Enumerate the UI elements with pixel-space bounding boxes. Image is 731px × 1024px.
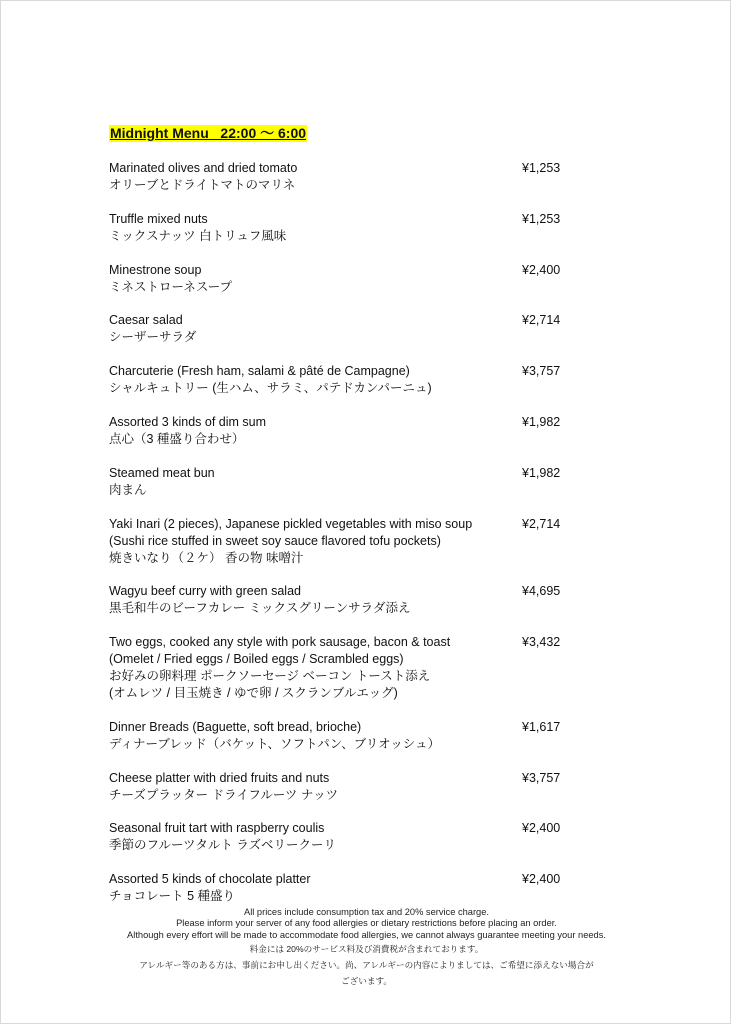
menu-title: Midnight Menu 22:00 〜 6:00	[110, 125, 307, 141]
menu-item-name: Dinner Breads (Baguette, soft bread, brioche)	[109, 719, 362, 734]
menu-item-description	[109, 465, 589, 499]
menu-item-price: ¥3,757	[522, 364, 561, 379]
menu-item-price: ¥1,617	[522, 719, 561, 734]
footer-note-en: Please inform your server of any food allergies or dietary restrictions before placing an order.	[176, 918, 557, 929]
menu-list	[109, 160, 589, 922]
menu-item-price: ¥1,253	[522, 211, 561, 226]
menu-item-name: Wagyu beef curry with green salad	[109, 584, 301, 599]
menu-item-price: ¥3,757	[522, 770, 561, 785]
menu-item-subline: (Sushi rice stuffed in sweet soy sauce flavored tofu pockets)	[109, 533, 441, 548]
menu-item-price: ¥1,982	[522, 415, 561, 430]
footer-notes	[1, 907, 731, 989]
menu-item	[109, 820, 589, 854]
menu-item-name: Steamed meat bun	[109, 465, 215, 480]
menu-item-name: Seasonal fruit tart with raspberry coulis	[109, 821, 325, 836]
footer-note-jp: アレルギー等のある方は、事前にお申し出ください。尚、アレルギーの内容によりましては、ご希望に添えない場合が	[139, 959, 594, 970]
menu-item-description	[109, 262, 589, 296]
menu-item-subline: ミネストローネスープ	[109, 279, 233, 294]
menu-item	[109, 312, 589, 346]
menu-item	[109, 363, 589, 397]
menu-item-name: Yaki Inari (2 pieces), Japanese pickled vegetables with miso soup	[109, 516, 473, 531]
menu-item	[109, 465, 589, 499]
menu-item-subline: ミックスナッツ 白トリュフ風味	[109, 228, 287, 243]
footer-note-jp: ございます。	[341, 975, 392, 986]
menu-item-subline: 点心（3 種盛り合わせ）	[109, 431, 245, 446]
menu-item-subline: シーザーサラダ	[109, 330, 197, 345]
menu-item-subline: オリーブとドライトマトのマリネ	[109, 177, 296, 192]
menu-item-name: Two eggs, cooked any style with pork sausage, bacon & toast	[109, 635, 451, 650]
menu-item-subline: 季節のフルーツタルト ラズベリークーリ	[109, 838, 336, 853]
menu-item-description	[109, 583, 589, 617]
menu-item-subline: 黒毛和牛のビーフカレー ミックスグリーンサラダ添え	[109, 601, 411, 616]
menu-item-subline: (オムレツ / 目玉焼き / ゆで卵 / スクランブルエッグ)	[109, 685, 398, 700]
menu-item	[109, 770, 589, 804]
menu-item-description	[109, 719, 589, 753]
menu-item	[109, 211, 589, 245]
menu-item	[109, 516, 589, 567]
menu-item-subline: ディナーブレッド（バケット、ソフトパン、ブリオッシュ）	[109, 736, 441, 751]
menu-item-name: Caesar salad	[109, 313, 183, 328]
menu-item-name: Assorted 3 kinds of dim sum	[109, 415, 267, 430]
menu-item	[109, 160, 589, 194]
footer-note-en: All prices include consumption tax and 20% service charge.	[244, 907, 489, 917]
menu-item-price: ¥1,253	[522, 161, 561, 175]
menu-item-name: Marinated olives and dried tomato	[109, 161, 298, 175]
menu-item	[109, 871, 589, 905]
menu-item-price: ¥2,400	[522, 262, 561, 277]
menu-item-name: Truffle mixed nuts	[109, 211, 208, 226]
menu-item	[109, 634, 589, 702]
footer-note-jp: 料金には 20%のサービス料及び消費税が含まれております。	[249, 943, 484, 954]
menu-item	[109, 262, 589, 296]
menu-item-name: Charcuterie (Fresh ham, salami & pâté de Campagne)	[109, 364, 410, 379]
menu-item	[109, 414, 589, 448]
menu-item-price: ¥3,432	[522, 635, 561, 650]
menu-item-subline: 肉まん	[109, 482, 147, 497]
menu-item-subline: チョコレート 5 種盛り	[109, 889, 236, 904]
menu-item	[109, 583, 589, 617]
menu-item-name: Minestrone soup	[109, 262, 202, 277]
menu-item-description	[109, 160, 589, 194]
menu-item-description	[109, 516, 589, 567]
menu-item	[109, 719, 589, 753]
menu-item-description	[109, 363, 589, 397]
menu-item-description	[109, 820, 589, 854]
menu-item-description	[109, 770, 589, 804]
menu-item-description	[109, 414, 589, 448]
menu-item-name: Assorted 5 kinds of chocolate platter	[109, 872, 311, 887]
menu-item-price: ¥2,400	[522, 872, 561, 887]
menu-item-name: Cheese platter with dried fruits and nuts	[109, 770, 330, 785]
menu-item-subline: 焼きいなり（２ケ） 香の物 味噌汁	[109, 550, 304, 565]
menu-item-price: ¥2,714	[522, 516, 561, 531]
menu-item-subline: お好みの卵料理 ポークソーセージ ベーコン トースト添え	[109, 669, 431, 684]
menu-item-price: ¥4,695	[522, 584, 561, 599]
menu-item-subline: シャルキュトリー (生ハム、サラミ、パテドカンパーニュ)	[109, 381, 432, 396]
menu-item-subline: チーズプラッター ドライフルーツ ナッツ	[109, 787, 339, 802]
menu-item-subline: (Omelet / Fried eggs / Boiled eggs / Scrambled eggs)	[109, 652, 404, 667]
menu-item-description	[109, 634, 589, 702]
footer-note-en: Although every effort will be made to accommodate food allergies, we cannot always guarantee meeting your needs.	[127, 929, 606, 940]
menu-item-price: ¥2,400	[522, 821, 561, 836]
menu-item-description	[109, 312, 589, 346]
menu-item-price: ¥1,982	[522, 465, 561, 480]
menu-item-price: ¥2,714	[522, 313, 561, 328]
menu-item-description	[109, 871, 589, 905]
menu-item-description	[109, 211, 589, 245]
